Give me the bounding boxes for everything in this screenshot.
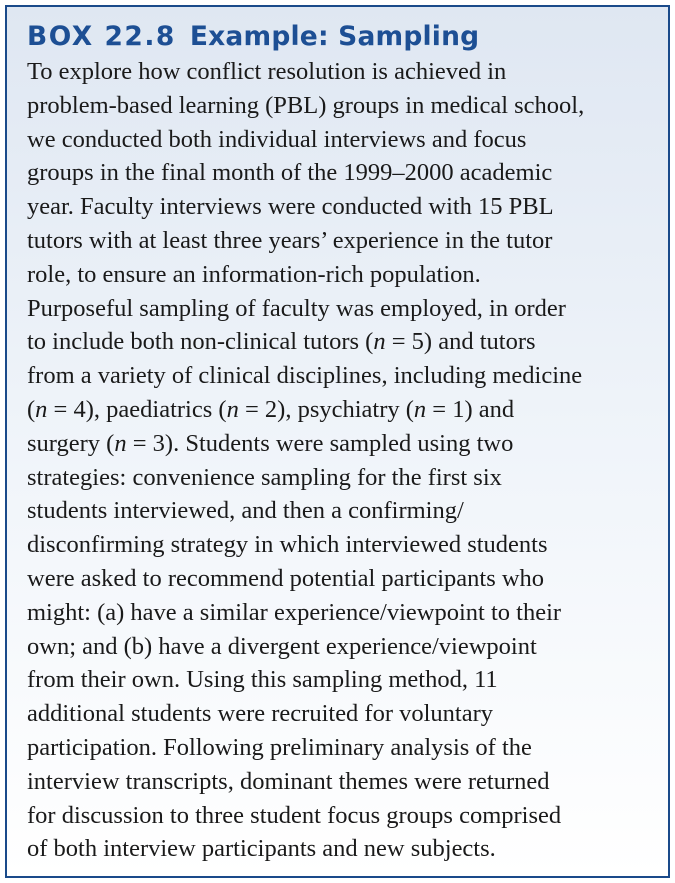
- text-line: year. Faculty interviews were conducted with 15 PBL: [27, 193, 554, 221]
- text-line: students interviewed, and then a confirming/: [27, 497, 464, 525]
- box-number: BOX 22.8: [27, 21, 176, 52]
- text-line: from their own. Using this sampling method, 11: [27, 666, 498, 694]
- text-line: own; and (b) have a divergent experience/viewpoint: [27, 632, 537, 660]
- box-title: Example: Sampling: [189, 21, 480, 52]
- text-line: Purposeful sampling of faculty was employed, in order: [27, 294, 566, 322]
- text-line: tutors with at least three years’ experience in the tutor: [27, 226, 553, 254]
- text-line: for discussion to three student focus groups comprised: [27, 801, 562, 829]
- text-line: additional students were recruited for voluntary: [27, 700, 494, 728]
- text-line: were asked to recommend potential participants who: [27, 564, 545, 592]
- text-line: to include both non-clinical tutors (n = 5) and tutors: [27, 328, 536, 356]
- text-line: role, to ensure an information-rich population.: [27, 260, 481, 288]
- text-line: might: (a) have a similar experience/viewpoint to their: [27, 598, 562, 626]
- text-line: (n = 4), paediatrics (n = 2), psychiatry (n = 1) and: [27, 395, 515, 423]
- text-line: disconfirming strategy in which interviewed students: [27, 531, 548, 559]
- text-line: we conducted both individual interviews and focus: [27, 125, 527, 153]
- text-line: of both interview participants and new subjects.: [27, 835, 496, 863]
- text-line: strategies: convenience sampling for the first six: [27, 463, 502, 491]
- box-heading: [27, 20, 654, 54]
- text-line: problem-based learning (PBL) groups in medical school,: [27, 91, 585, 119]
- text-line: groups in the final month of the 1999–2000 academic: [27, 159, 553, 187]
- text-line: surgery (n = 3). Students were sampled using two: [27, 429, 514, 457]
- text-line: from a variety of clinical disciplines, including medicine: [27, 362, 583, 390]
- text-line: participation. Following preliminary analysis of the: [27, 733, 532, 761]
- text-line: interview transcripts, dominant themes were returned: [27, 767, 550, 795]
- example-box: [5, 5, 670, 878]
- box-body-text: [27, 55, 654, 866]
- text-line: To explore how conflict resolution is achieved in: [27, 58, 507, 85]
